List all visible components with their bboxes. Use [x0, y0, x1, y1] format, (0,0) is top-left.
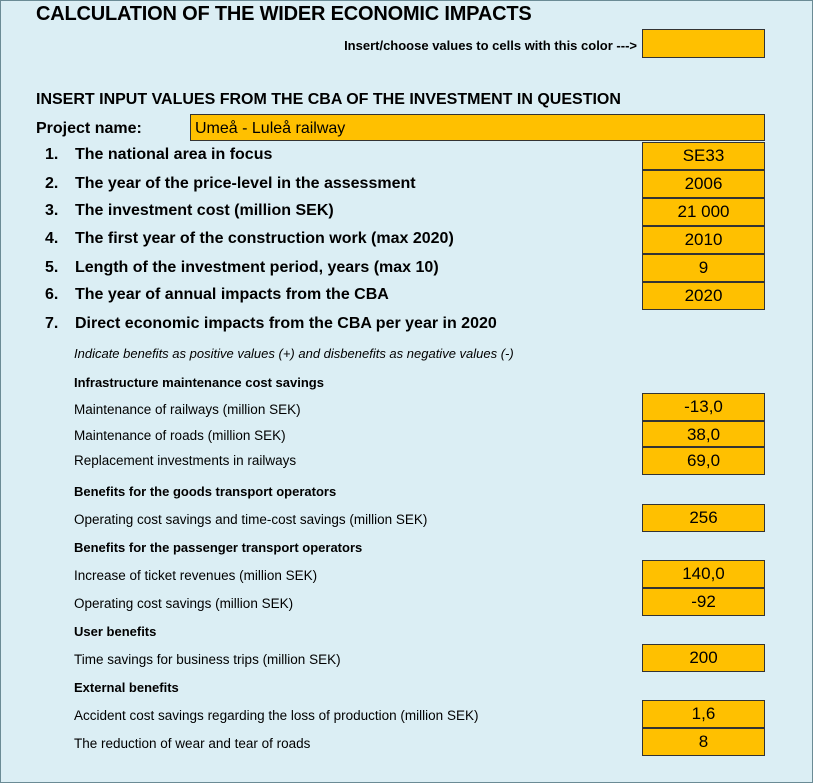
- item-label: Maintenance of railways (million SEK): [74, 402, 301, 417]
- group-heading: Infrastructure maintenance cost savings: [74, 375, 324, 390]
- item-label: Operating cost savings and time-cost savings (million SEK): [74, 512, 428, 527]
- item-label: Increase of ticket revenues (million SEK): [74, 568, 318, 583]
- group-heading: External benefits: [74, 680, 179, 695]
- legend-label: Insert/choose values to cells with this color --->: [344, 38, 637, 53]
- ticket-revenues-input[interactable]: 140,0: [642, 560, 765, 588]
- question-label: The year of annual impacts from the CBA: [75, 286, 389, 303]
- question-number: 4.: [45, 230, 59, 247]
- item-label: Maintenance of roads (million SEK): [74, 428, 286, 443]
- question-number: 6.: [45, 286, 59, 303]
- question-label: Direct economic impacts from the CBA per year in 2020: [75, 315, 497, 332]
- question-number: 3.: [45, 202, 59, 219]
- question-label: The investment cost (million SEK): [75, 202, 334, 219]
- item-label: Replacement investments in railways: [74, 453, 297, 468]
- accident-cost-savings-input[interactable]: 1,6: [642, 700, 765, 728]
- investment-period-input[interactable]: 9: [642, 254, 765, 282]
- legend-color-cell[interactable]: [642, 29, 765, 58]
- question-number: 1.: [45, 146, 59, 163]
- page-title: CALCULATION OF THE WIDER ECONOMIC IMPACTS: [36, 3, 532, 25]
- group-heading: User benefits: [74, 624, 157, 639]
- group-heading: Benefits for the goods transport operators: [74, 484, 337, 499]
- railway-maintenance-input[interactable]: -13,0: [642, 393, 765, 421]
- business-trip-savings-input[interactable]: 200: [642, 644, 765, 672]
- passenger-operating-savings-input[interactable]: -92: [642, 588, 765, 616]
- road-wear-reduction-input[interactable]: 8: [642, 728, 765, 756]
- project-name-input[interactable]: Umeå - Luleå railway: [190, 114, 765, 141]
- question-label: The national area in focus: [75, 146, 273, 163]
- annual-impacts-year-input[interactable]: 2020: [642, 282, 765, 310]
- item-label: Accident cost savings regarding the loss of production (million SEK): [74, 708, 479, 723]
- investment-cost-input[interactable]: 21 000: [642, 198, 765, 226]
- question-label: The first year of the construction work (max 2020): [75, 230, 454, 247]
- construction-start-input[interactable]: 2010: [642, 226, 765, 254]
- item-label: The reduction of wear and tear of roads: [74, 736, 311, 751]
- question-number: 7.: [45, 315, 59, 332]
- question-label: The year of the price-level in the assessment: [75, 175, 416, 192]
- project-name-label: Project name:: [36, 120, 142, 137]
- road-maintenance-input[interactable]: 38,0: [642, 421, 765, 447]
- item-label: Time savings for business trips (million SEK): [74, 652, 341, 667]
- instruction-note: Indicate benefits as positive values (+) and disbenefits as negative values (-): [74, 346, 514, 361]
- item-label: Operating cost savings (million SEK): [74, 596, 294, 611]
- question-number: 5.: [45, 259, 59, 276]
- replacement-investments-input[interactable]: 69,0: [642, 447, 765, 475]
- section-title: INSERT INPUT VALUES FROM THE CBA OF THE INVESTMENT IN QUESTION: [36, 91, 621, 108]
- question-label: Length of the investment period, years (max 10): [75, 259, 439, 276]
- goods-operating-savings-input[interactable]: 256: [642, 504, 765, 532]
- national-area-input[interactable]: SE33: [642, 142, 765, 170]
- price-level-year-input[interactable]: 2006: [642, 170, 765, 198]
- group-heading: Benefits for the passenger transport operators: [74, 540, 363, 555]
- question-number: 2.: [45, 175, 59, 192]
